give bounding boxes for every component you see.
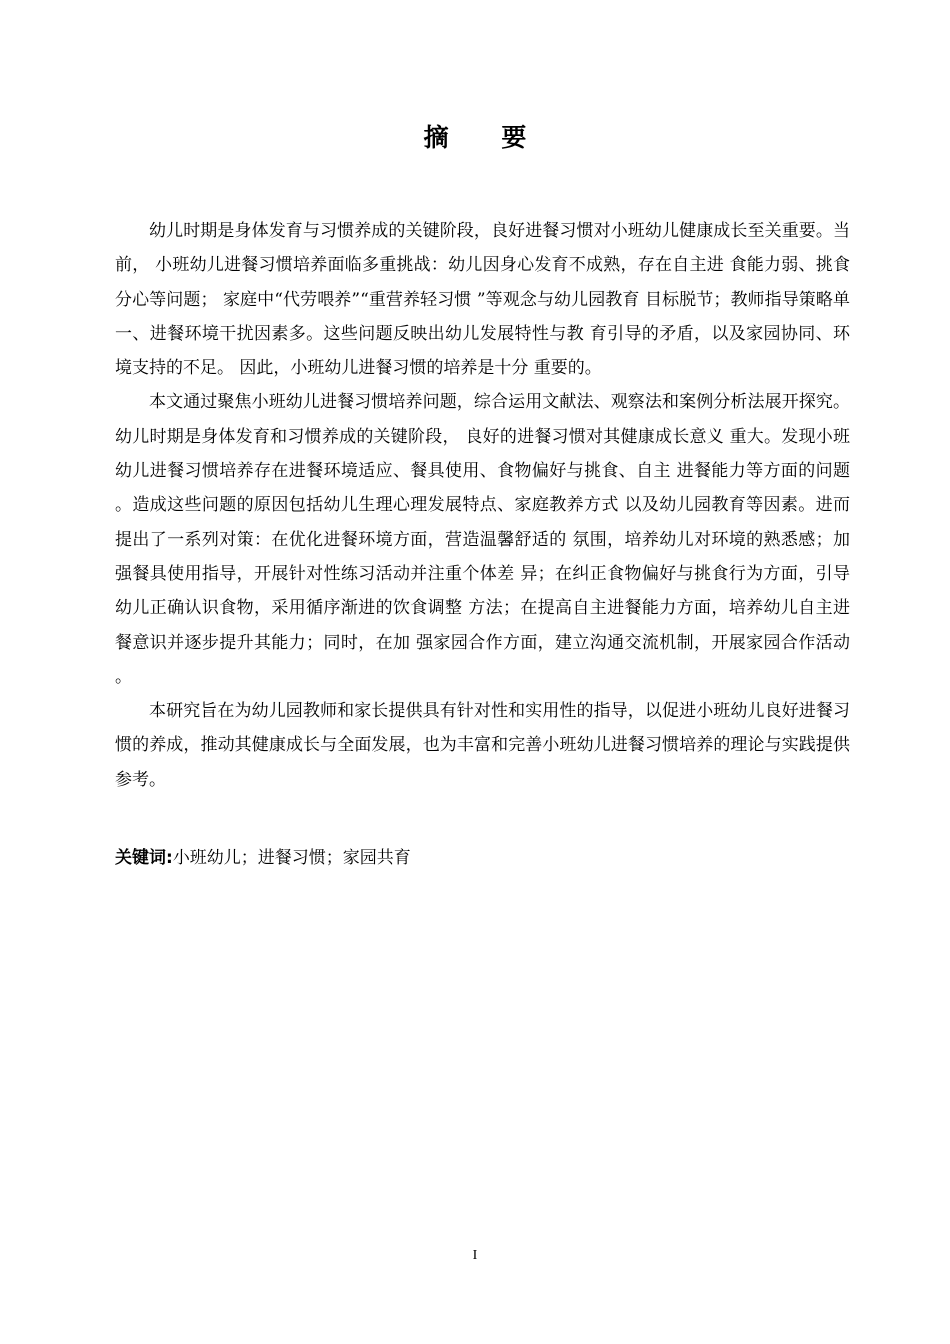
- abstract-paragraph-1: 幼儿时期是身体发育与习惯养成的关键阶段，良好进餐习惯对小班幼儿健康成长至关重要。当前， 小班幼儿进餐习惯培养面临多重挑战：幼儿因身心发育不成熟，存在自主进 食能力弱、挑食分心等问题； 家庭中“代劳喂养”“重营养轻习惯 ”等观念与幼儿园教育 目标脱节；教师指导策略单一、进餐环境干扰因素多。这些问题反映出幼儿发展特性与教 育引导的矛盾，以及家园协同、环境支持的不足。 因此，小班幼儿进餐习惯的培养是十分 重要的。: [115, 221, 850, 379]
- keywords-line: [115, 841, 850, 875]
- abstract-body: [115, 214, 850, 797]
- keywords-value: 小班幼儿；进餐习惯；家园共育: [172, 848, 411, 868]
- keywords-label: 关键词:: [115, 848, 173, 868]
- abstract-title: 摘 要: [423, 123, 549, 152]
- abstract-paragraph-2: 本文通过聚焦小班幼儿进餐习惯培养问题，综合运用文献法、观察法和案例分析法展开探究。幼儿时期是身体发育和习惯养成的关键阶段， 良好的进餐习惯对其健康成长意义 重大。发现小班幼儿进餐习惯培养存在进餐环境适应、餐具使用、食物偏好与挑食、自主 进餐能力等方面的问题。造成这些问题的原因包括幼儿生理心理发展特点、家庭教养方式 以及幼儿园教育等因素。进而提出了一系列对策：在优化进餐环境方面，营造温馨舒适的 氛围，培养幼儿对环境的熟悉感；加强餐具使用指导，开展针对性练习活动并注重个体差 异；在纠正食物偏好与挑食行为方面，引导幼儿正确认识食物，采用循序渐进的饮食调整 方法；在提高自主进餐能力方面，培养幼儿自主进餐意识并逐步提升其能力；同时，在加 强家园合作方面，建立沟通交流机制，开展家园合作活动。: [115, 392, 850, 687]
- abstract-paragraph-3: 本研究旨在为幼儿园教师和家长提供具有针对性和实用性的指导，以促进小班幼儿良好进餐习惯的养成，推动其健康成长与全面发展，也为丰富和完善小班幼儿进餐习惯培养的理论与实践提供参考。: [115, 701, 850, 790]
- page-number: I: [472, 1248, 478, 1263]
